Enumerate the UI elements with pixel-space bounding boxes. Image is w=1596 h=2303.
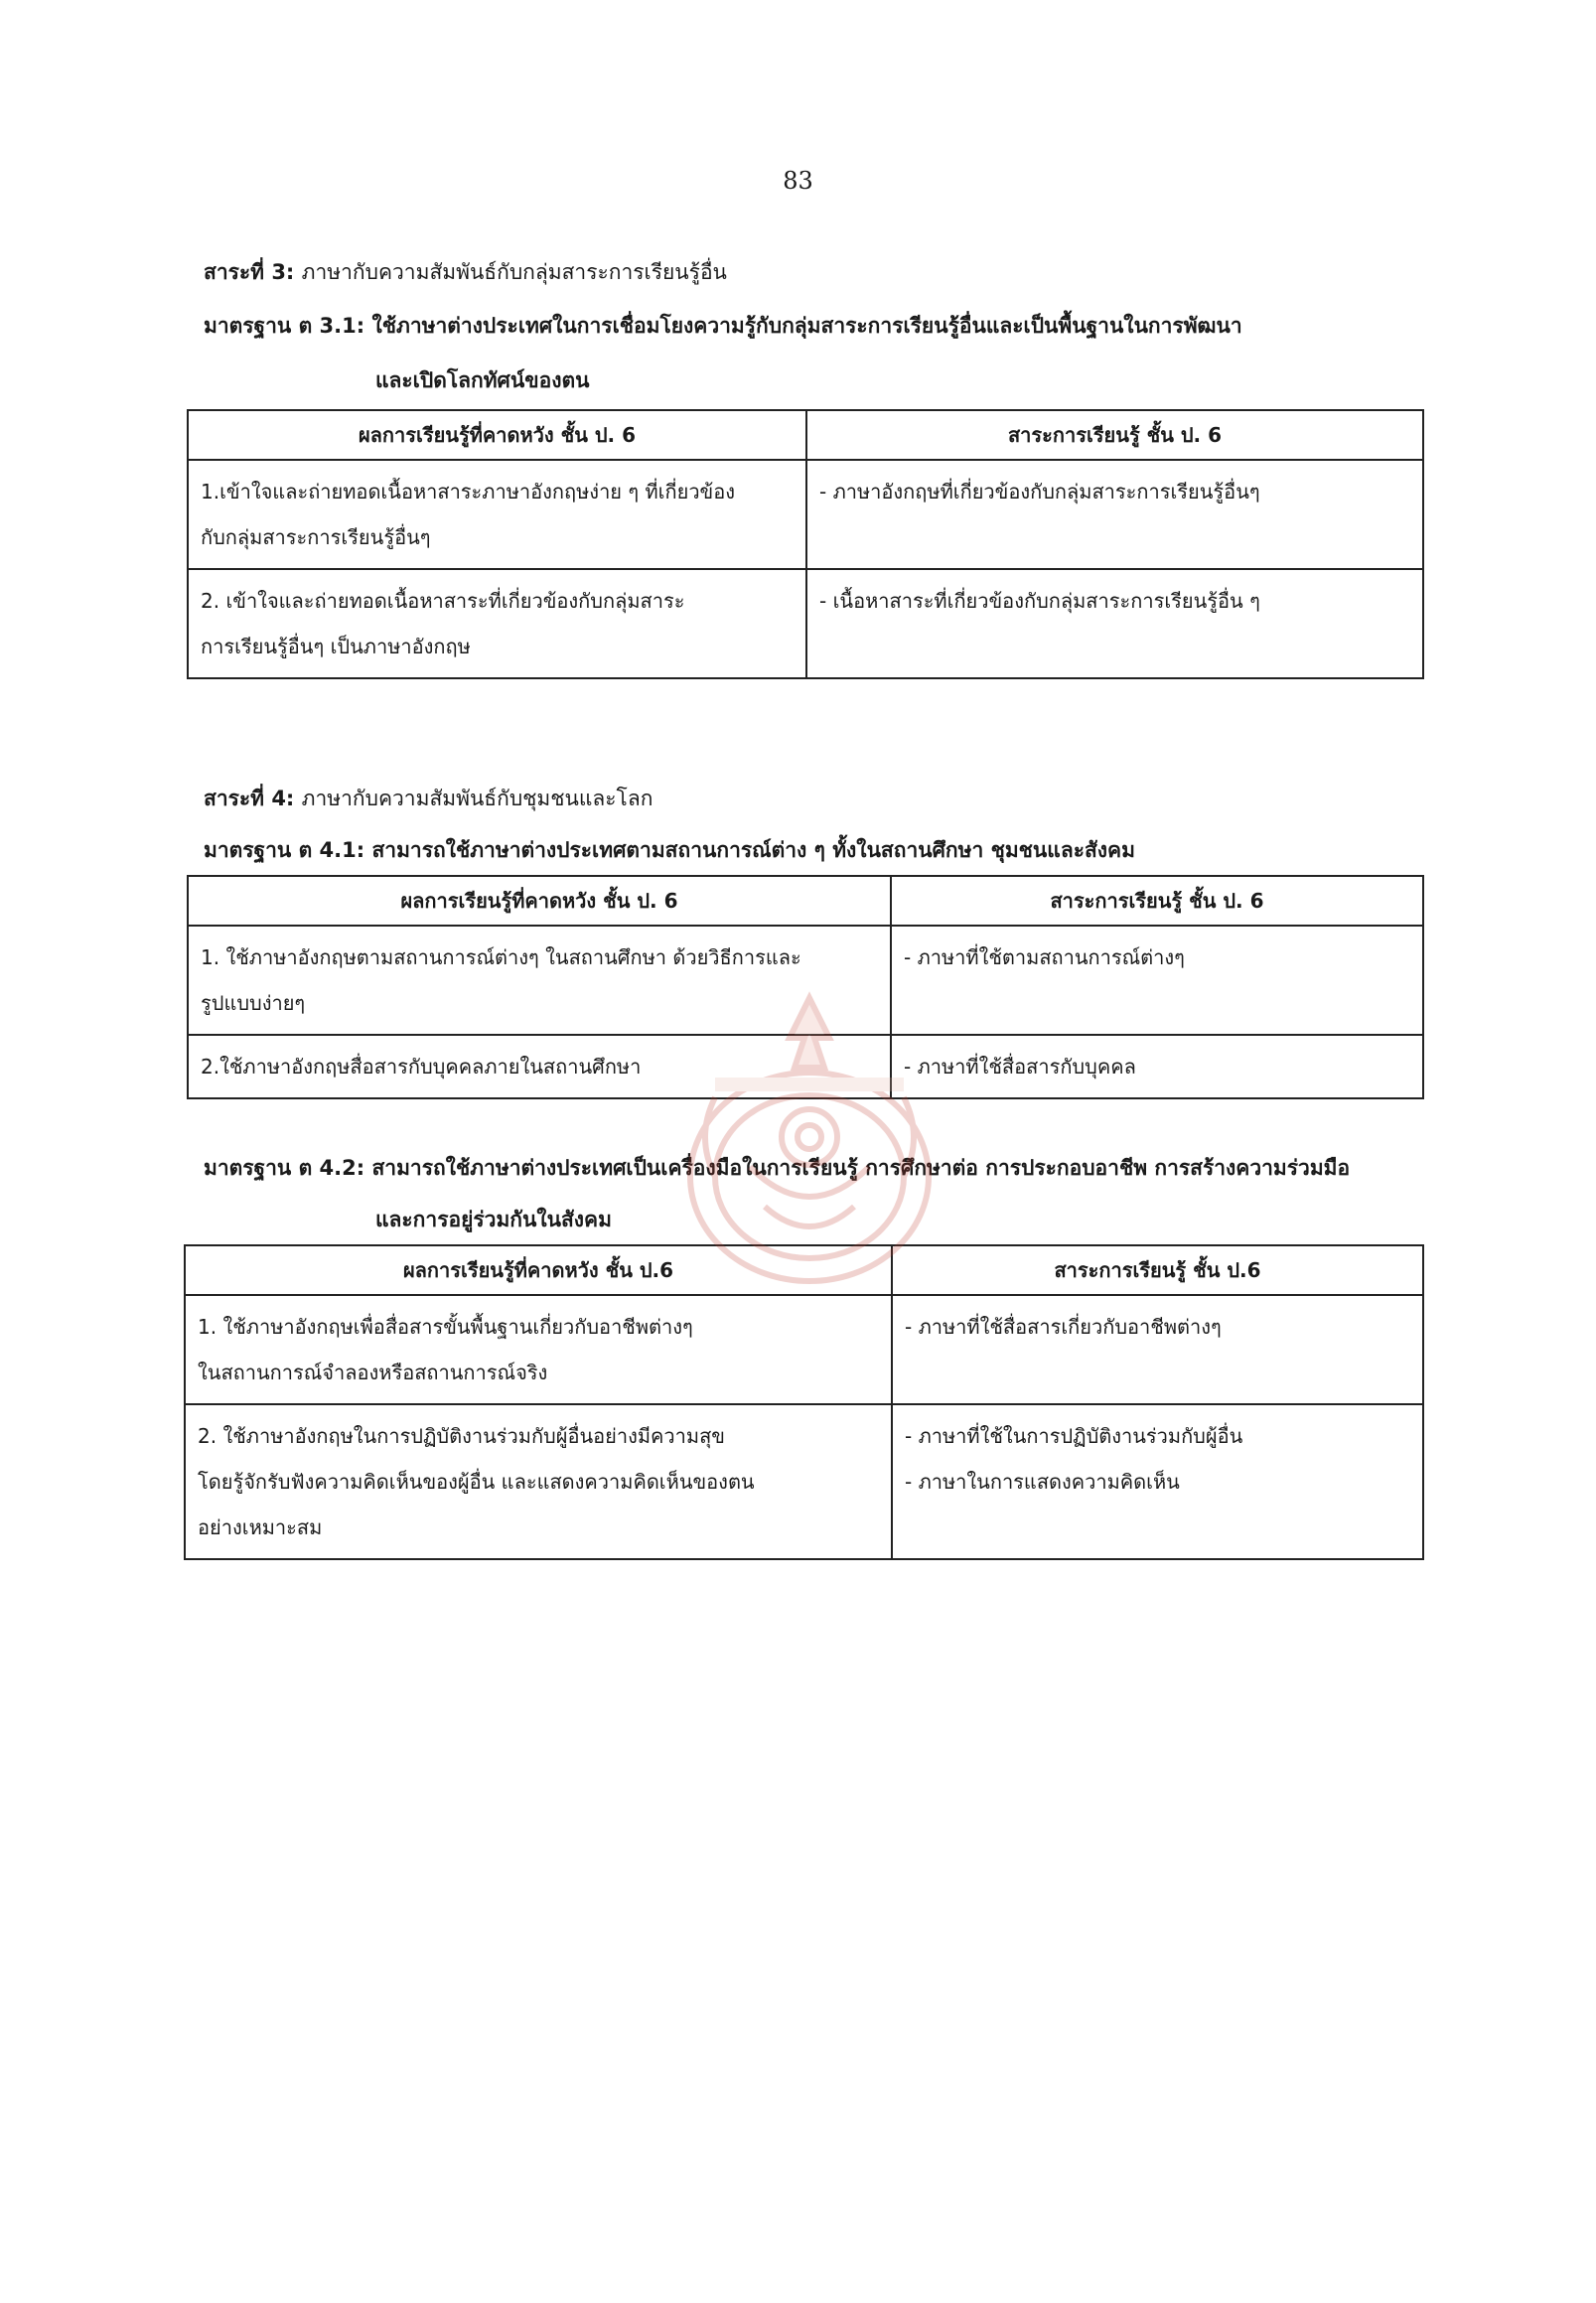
learning-content-cell	[892, 1404, 1423, 1559]
cell-text: - เนื้อหาสาระที่เกี่ยวข้องกับกลุ่มสาระการเรียนรู้อื่น ๆ	[819, 589, 1260, 613]
table-header-row	[185, 1245, 1423, 1295]
standard-4-2-text: สามารถใช้ภาษาต่างประเทศเป็นเครื่องมือในการเรียนรู้ การศึกษาต่อ การประกอบอาชีพ การสร้างความร่วมมือ	[371, 1156, 1351, 1180]
learning-content-cell	[891, 1035, 1423, 1098]
cell-text: อย่างเหมาะสม	[198, 1515, 323, 1539]
standard-4-2-continuation: และการอยู่ร่วมกันในสังคม	[375, 1208, 612, 1231]
learning-content-cell	[892, 1295, 1423, 1404]
expected-outcome-cell	[185, 1404, 892, 1559]
expected-outcome-cell	[188, 926, 891, 1035]
cell-text: 1.เข้าใจและถ่ายทอดเนื้อหาสาระภาษาอังกฤษง่าย ๆ ที่เกี่ยวข้อง	[201, 480, 735, 504]
cell-text: ในสถานการณ์จำลองหรือสถานการณ์จริง	[198, 1361, 548, 1384]
cell-text: - ภาษาที่ใช้ตามสถานการณ์ต่างๆ	[904, 945, 1185, 969]
cell-text: - ภาษาอังกฤษที่เกี่ยวข้องกับกลุ่มสาระการเรียนรู้อื่นๆ	[819, 480, 1260, 504]
standard-4-2	[204, 1152, 1350, 1185]
table-row	[188, 926, 1423, 1035]
cell-text: 2.ใช้ภาษาอังกฤษสื่อสารกับบุคคลภายในสถานศึกษา	[201, 1055, 642, 1079]
cell-text: รูปแบบง่ายๆ	[201, 991, 306, 1015]
cell-text: การเรียนรู้อื่นๆ เป็นภาษาอังกฤษ	[201, 635, 471, 658]
standard-3-1-continuation: และเปิดโลกทัศน์ของตน	[375, 368, 590, 392]
cell-text: - ภาษาที่ใช้ในการปฏิบัติงานร่วมกับผู้อื่น	[905, 1424, 1243, 1448]
table-standard-4-1	[187, 875, 1424, 1099]
strand3-title-lead: สาระที่ 3:	[204, 260, 295, 284]
cell-text: - ภาษาที่ใช้สื่อสารกับบุคคล	[904, 1055, 1136, 1079]
strand4-title	[204, 783, 653, 815]
cell-text: โดยรู้จักรับฟังความคิดเห็นของผู้อื่น และแสดงความคิดเห็นของตน	[198, 1470, 755, 1494]
cell-text: 2. ใช้ภาษาอังกฤษในการปฏิบัติงานร่วมกับผู้อื่นอย่างมีความสุข	[198, 1424, 725, 1448]
standard-3-1-lead: มาตรฐาน ต 3.1:	[204, 314, 365, 338]
expected-outcome-cell	[185, 1295, 892, 1404]
table-row	[188, 1035, 1423, 1098]
standard-4-1-text: สามารถใช้ภาษาต่างประเทศตามสถานการณ์ต่าง ๆ ทั้งในสถานศึกษา ชุมชนและสังคม	[371, 838, 1135, 862]
table-row	[188, 460, 1423, 569]
strand4-title-text: ภาษากับความสัมพันธ์กับชุมชนและโลก	[301, 787, 653, 810]
table-standard-4-2	[184, 1244, 1424, 1560]
learning-content-cell	[891, 926, 1423, 1035]
strand4-title-lead: สาระที่ 4:	[204, 787, 295, 810]
table-header-row	[188, 410, 1423, 460]
column-header-learning-content: สาระการเรียนรู้ ชั้น ป. 6	[891, 876, 1423, 926]
cell-text: กับกลุ่มสาระการเรียนรู้อื่นๆ	[201, 525, 431, 549]
standard-3-1-text: ใช้ภาษาต่างประเทศในการเชื่อมโยงความรู้กับกลุ่มสาระการเรียนรู้อื่นและเป็นพื้นฐานในการพัฒนา	[371, 314, 1242, 338]
expected-outcome-cell	[188, 460, 806, 569]
strand3-title	[204, 256, 727, 289]
standard-4-1	[204, 834, 1135, 867]
expected-outcome-cell	[188, 1035, 891, 1098]
expected-outcome-cell	[188, 569, 806, 678]
column-header-learning-content: สาระการเรียนรู้ ชั้น ป. 6	[806, 410, 1423, 460]
page-number: 83	[783, 167, 813, 195]
strand3-title-text: ภาษากับความสัมพันธ์กับกลุ่มสาระการเรียนรู้อื่น	[301, 260, 727, 284]
table-standard-3-1	[187, 409, 1424, 679]
cell-text: - ภาษาที่ใช้สื่อสารเกี่ยวกับอาชีพต่างๆ	[905, 1315, 1222, 1339]
cell-text: 2. เข้าใจและถ่ายทอดเนื้อหาสาระที่เกี่ยวข้องกับกลุ่มสาระ	[201, 589, 685, 613]
cell-text: 1. ใช้ภาษาอังกฤษตามสถานการณ์ต่างๆ ในสถานศึกษา ด้วยวิธีการและ	[201, 945, 801, 969]
column-header-expected-outcomes: ผลการเรียนรู้ที่คาดหวัง ชั้น ป.6	[185, 1245, 892, 1295]
standard-4-2-lead: มาตรฐาน ต 4.2:	[204, 1156, 365, 1180]
column-header-expected-outcomes: ผลการเรียนรู้ที่คาดหวัง ชั้น ป. 6	[188, 410, 806, 460]
table-row	[185, 1295, 1423, 1404]
column-header-learning-content: สาระการเรียนรู้ ชั้น ป.6	[892, 1245, 1423, 1295]
cell-text: - ภาษาในการแสดงความคิดเห็น	[905, 1470, 1180, 1494]
learning-content-cell	[806, 460, 1423, 569]
cell-text: 1. ใช้ภาษาอังกฤษเพื่อสื่อสารขั้นพื้นฐานเกี่ยวกับอาชีพต่างๆ	[198, 1315, 693, 1339]
table-row	[185, 1404, 1423, 1559]
learning-content-cell	[806, 569, 1423, 678]
column-header-expected-outcomes: ผลการเรียนรู้ที่คาดหวัง ชั้น ป. 6	[188, 876, 891, 926]
standard-3-1	[204, 310, 1242, 343]
standard-4-1-lead: มาตรฐาน ต 4.1:	[204, 838, 365, 862]
table-row	[188, 569, 1423, 678]
table-header-row	[188, 876, 1423, 926]
